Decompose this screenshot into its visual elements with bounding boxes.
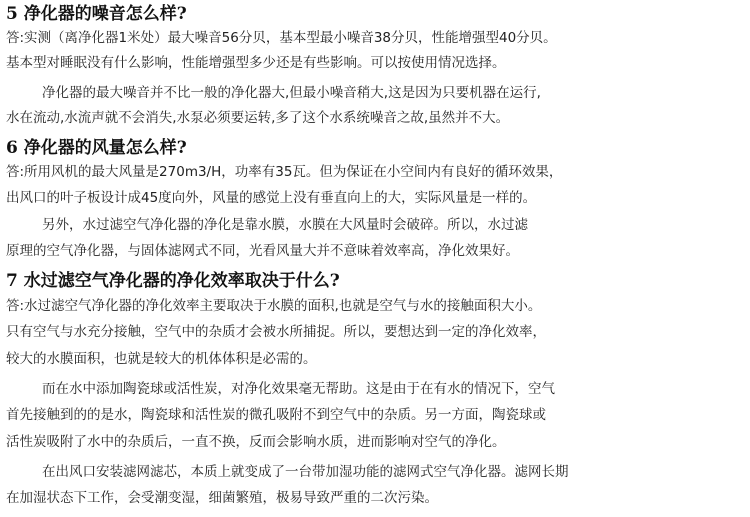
paragraph-line: 答:所用风机的最大风量是270m3/H，功率有35瓦。但为保证在小空间内有良好的循环效果， [6,164,563,180]
paragraph-line: 另外，水过滤空气净化器的净化是靠水膜，水膜在大风量时会破碎。所以，水过滤 [42,217,528,233]
section-heading-noise: 5 净化器的噪音怎么样? [6,4,187,24]
paragraph-line: 只有空气与水充分接触，空气中的杂质才会被水所捕捉。所以，要想达到一定的净化效率， [6,324,546,340]
paragraph-line: 在出风口安装滤网滤芯，本质上就变成了一台带加湿功能的滤网式空气净化器。滤网长期 [42,464,569,480]
section-heading-efficiency: 7 水过滤空气净化器的净化效率取决于什么? [6,271,340,291]
paragraph-line: 活性炭吸附了水中的杂质后，一直不换，反而会影响水质，进而影响对空气的净化。 [6,434,506,450]
paragraph-line: 较大的水膜面积，也就是较大的机体体积是必需的。 [6,351,317,367]
paragraph-line: 出风口的叶子板设计成45度向外，风量的感觉上没有垂直向上的大，实际风量是一样的。 [6,190,537,206]
paragraph-line: 原理的空气净化器，与固体滤网式不同，光看风量大并不意味着效率高，净化效果好。 [6,243,519,259]
paragraph-line: 水在流动,水流声就不会消失,水泵必须要运转,多了这个水系统噪音之故,虽然并不大。 [6,110,510,126]
paragraph-line: 首先接触到的的是水，陶瓷球和活性炭的微孔吸附不到空气中的杂质。另一方面，陶瓷球或 [6,407,546,423]
paragraph-line: 答:实测（离净化器1米处）最大噪音56分贝，基本型最小噪音38分贝，性能增强型40分贝。 [6,30,557,46]
paragraph-line: 而在水中添加陶瓷球或活性炭，对净化效果毫无帮助。这是由于在有水的情况下，空气 [42,381,555,397]
paragraph-line: 净化器的最大噪音并不比一般的净化器大,但最小噪音稍大,这是因为只要机器在运行, [42,85,541,101]
paragraph-line: 基本型对睡眠没有什么影响，性能增强型多少还是有些影响。可以按使用情况选择。 [6,55,506,71]
paragraph-line: 在加湿状态下工作，会受潮变湿，细菌繁殖，极易导致严重的二次污染。 [6,490,438,506]
section-heading-airflow: 6 净化器的风量怎么样? [6,138,187,158]
paragraph-line: 答:水过滤空气净化器的净化效率主要取决于水膜的面积,也就是空气与水的接触面积大小。 [6,298,542,314]
